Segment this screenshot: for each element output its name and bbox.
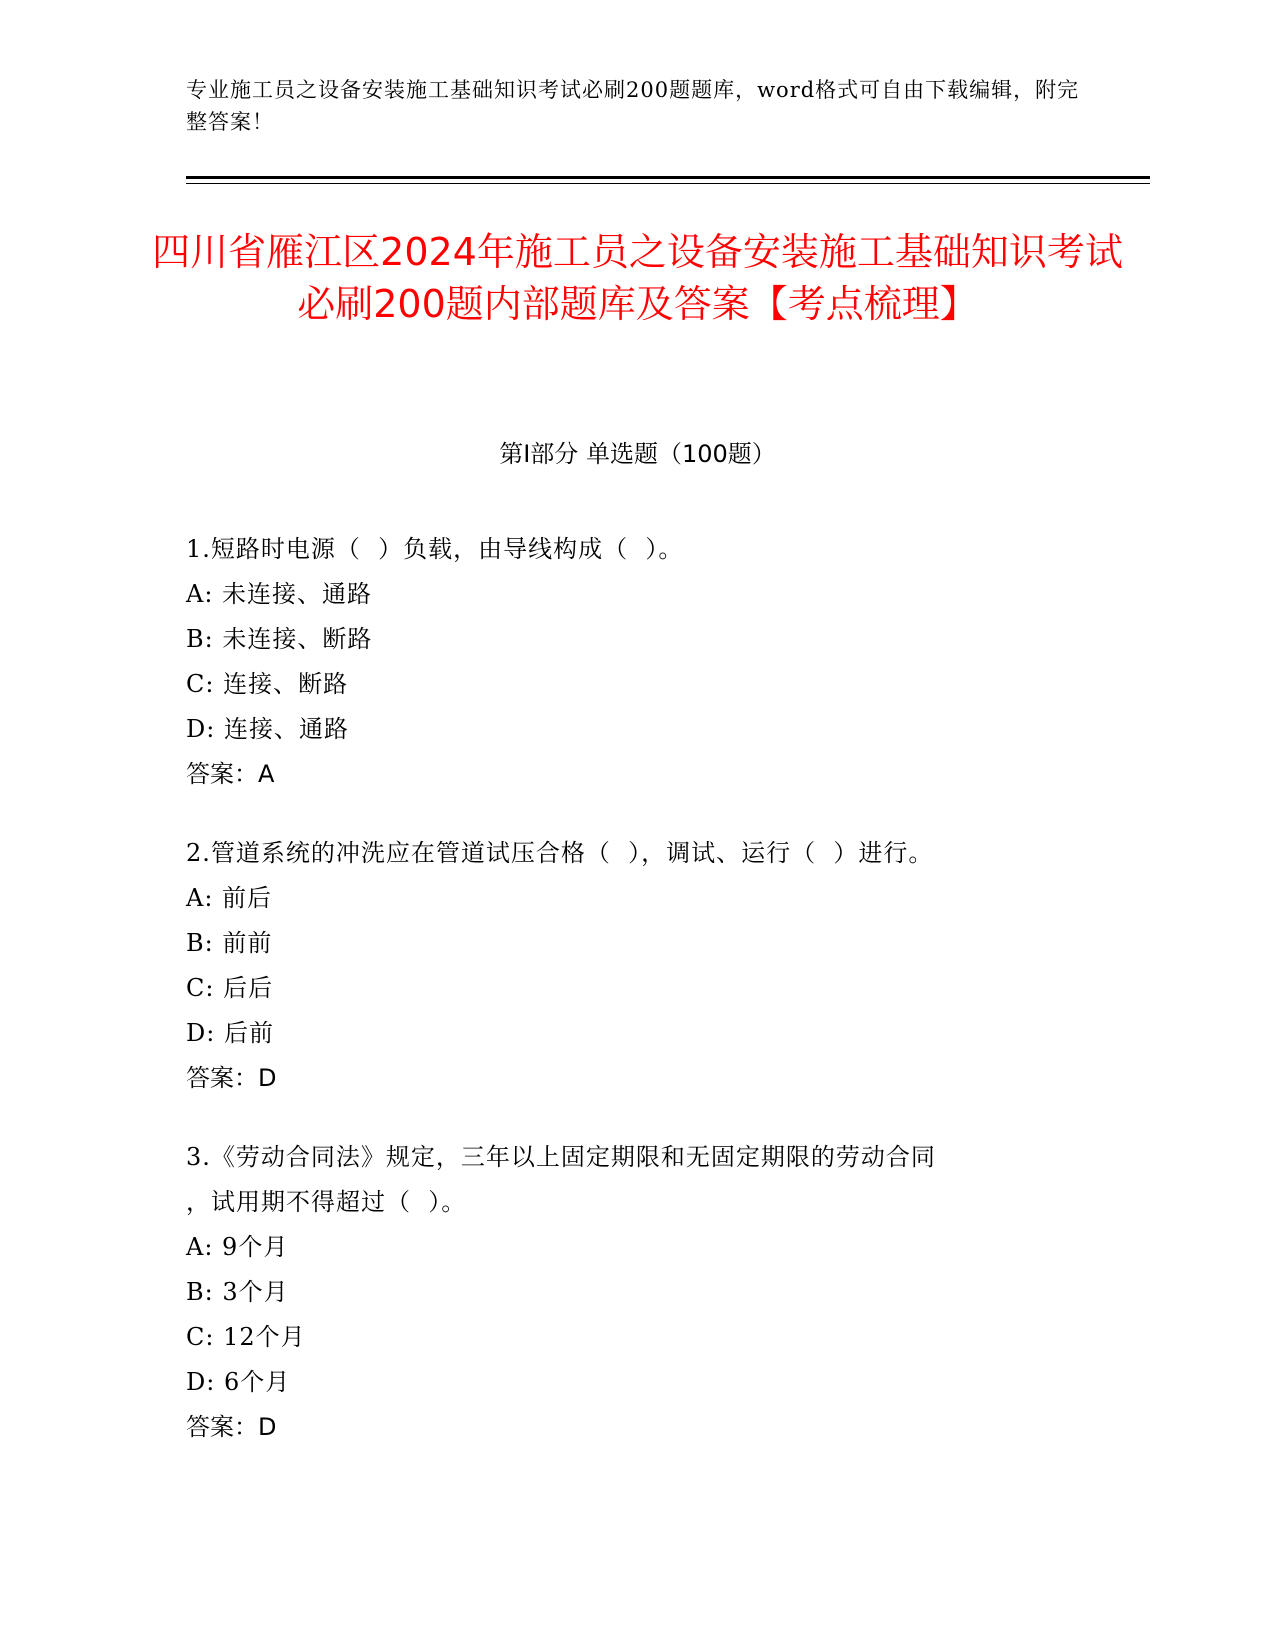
question-stem-line-2: ，试用期不得超过（ ）。 (186, 1188, 467, 1216)
option-a: A: 未连接、通路 (186, 580, 373, 608)
section-heading: 第Ⅰ部分 单选题（100题） (499, 440, 776, 468)
option-d: D: 6个月 (186, 1368, 291, 1396)
option-b: B: 未连接、断路 (186, 625, 373, 653)
question-3 (186, 1135, 1086, 1450)
header-rule-thin (186, 183, 1150, 184)
option-c: C: 后后 (186, 974, 274, 1002)
question-list (186, 527, 1086, 1484)
option-b: B: 前前 (186, 929, 273, 957)
option-a: A: 9个月 (186, 1233, 289, 1261)
question-stem-line-1: 3.《劳动合同法》规定，三年以上固定期限和无固定期限的劳动合同 (186, 1143, 936, 1171)
answer: 答案：A (186, 760, 275, 788)
option-d: D: 连接、通路 (186, 715, 349, 743)
option-d: D: 后前 (186, 1019, 274, 1047)
header-note: 专业施工员之设备安装施工基础知识考试必刷200题题库，word格式可自由下载编辑，附完整答案！ (186, 78, 1080, 134)
option-b: B: 3个月 (186, 1278, 289, 1306)
header-rule-thick (186, 176, 1150, 179)
question-2 (186, 831, 1086, 1101)
question-stem: 2.管道系统的冲洗应在管道试压合格（ ），调试、运行（ ）进行。 (186, 839, 934, 867)
option-c: C: 连接、断路 (186, 670, 349, 698)
answer: 答案：D (186, 1064, 277, 1092)
document-title: 四川省雁江区2024年施工员之设备安装施工基础知识考试必刷200题内部题库及答案【考点梳理】 (152, 230, 1123, 326)
option-a: A: 前后 (186, 884, 273, 912)
option-c: C: 12个月 (186, 1323, 306, 1351)
question-stem: 1.短路时电源（ ）负载，由导线构成（ ）。 (186, 535, 684, 563)
answer: 答案：D (186, 1413, 277, 1441)
question-1 (186, 527, 1086, 797)
